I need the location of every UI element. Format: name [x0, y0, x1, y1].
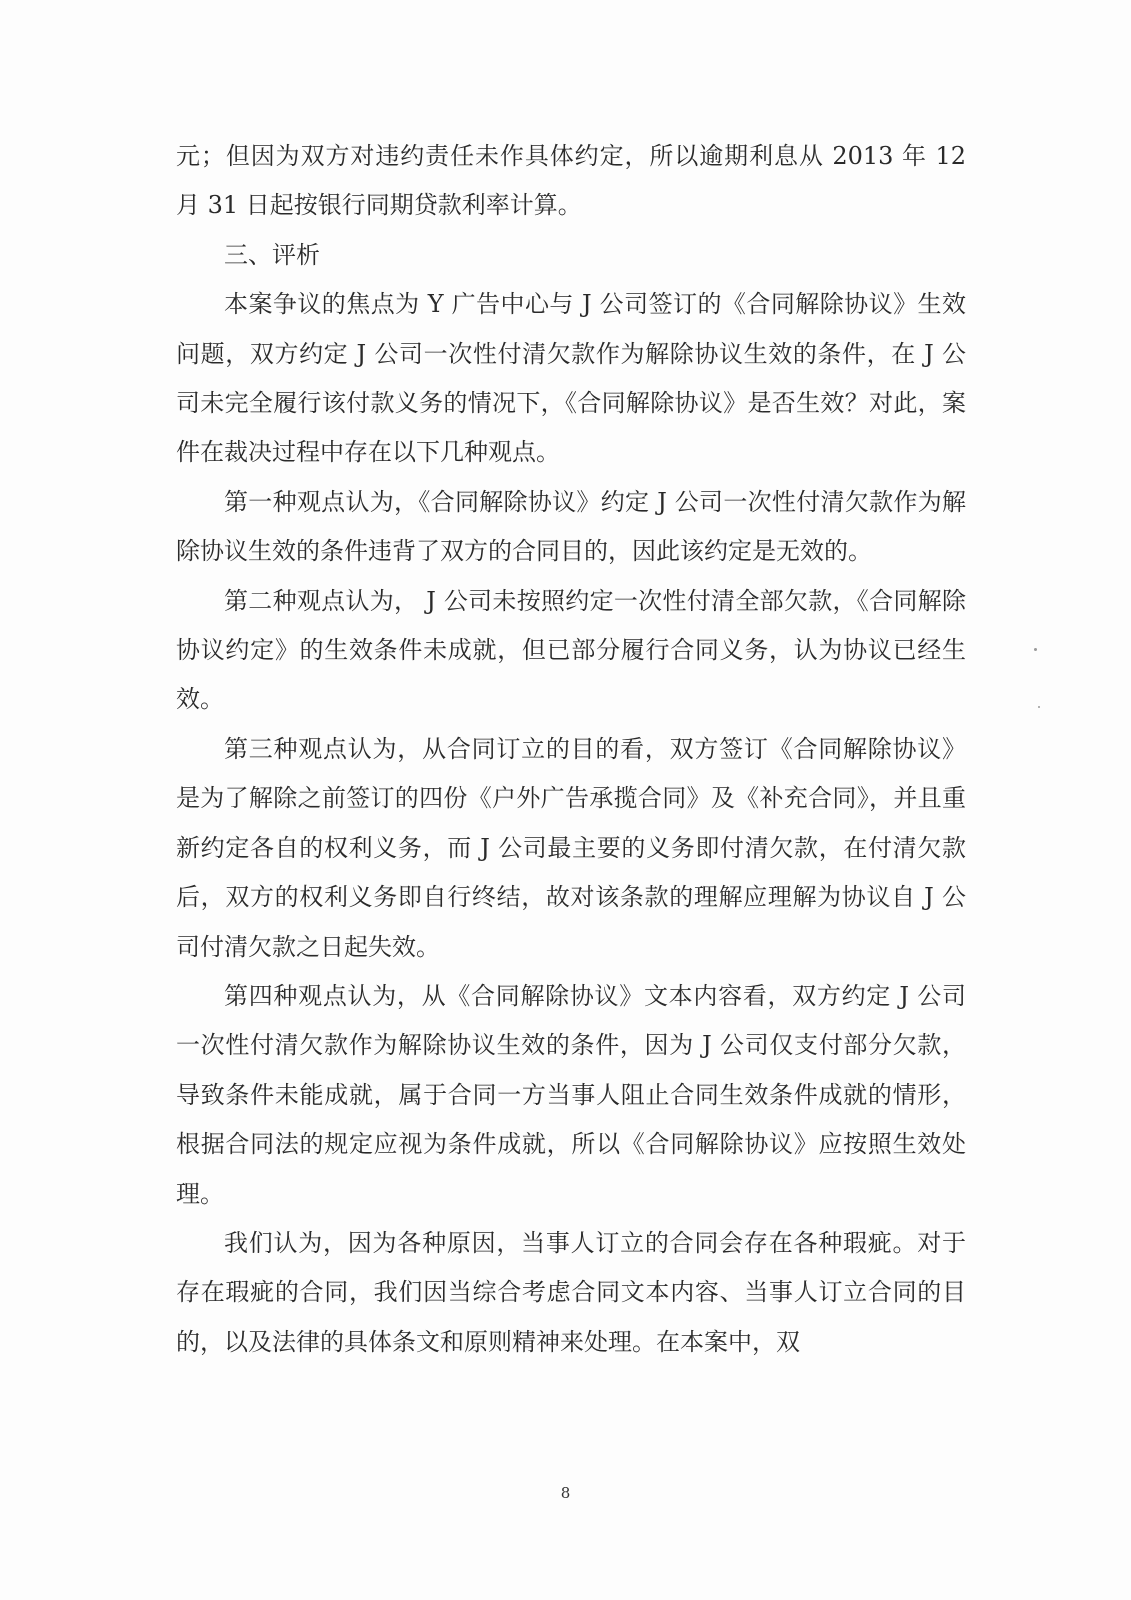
- body-text: [176, 132, 966, 1367]
- paragraph: 元；但因为双方对违约责任未作具体约定，所以逾期利息从 2013 年 12 月 31 日起按银行同期贷款利率计算。: [176, 142, 966, 220]
- paragraph: 第四种观点认为，从《合同解除协议》文本内容看，双方约定 J 公司一次性付清欠款作为解除协议生效的条件，因为 J 公司仅支付部分欠款，导致条件未能成就，属于合同一方当事人阻止合同生效条件成就的情形，根据合同法的规定应视为条件成就，所以《合同解除协议》应按照生效处理。: [176, 981, 966, 1208]
- section-heading: 三、评析: [224, 240, 320, 269]
- paragraph: 本案争议的焦点为 Y 广告中心与 J 公司签订的《合同解除协议》生效问题，双方约定 J 公司一次性付清欠款作为解除协议生效的条件，在 J 公司未完全履行该付款义务的情况下，《合同解除协议》是否生效？对此，案件在裁决过程中存在以下几种观点。: [176, 290, 966, 467]
- scan-speck: [1034, 648, 1037, 651]
- page-number: 8: [560, 1484, 571, 1502]
- paragraph: 第一种观点认为，《合同解除协议》约定 J 公司一次性付清欠款作为解除协议生效的条件违背了双方的合同目的，因此该约定是无效的。: [176, 487, 966, 566]
- scan-speck: [1038, 706, 1040, 708]
- paragraph: 第三种观点认为，从合同订立的目的看，双方签订《合同解除协议》是为了解除之前签订的四份《户外广告承揽合同》及《补充合同》，并且重新约定各自的权利义务，而 J 公司最主要的义务即付清欠款，在付清欠款后，双方的权利义务即自行终结，故对该条款的理解应理解为协议自 J 公司付清欠款之日起失效。: [176, 734, 966, 961]
- paragraph: 第二种观点认为， J 公司未按照约定一次性付清全部欠款，《合同解除协议约定》的生效条件未成就，但已部分履行合同义务，认为协议已经生效。: [176, 586, 966, 714]
- paragraph: 我们认为，因为各种原因，当事人订立的合同会存在各种瑕疵。对于存在瑕疵的合同，我们因当综合考虑合同文本内容、当事人订立合同的目的，以及法律的具体条文和原则精神来处理。在本案中，双: [176, 1228, 966, 1356]
